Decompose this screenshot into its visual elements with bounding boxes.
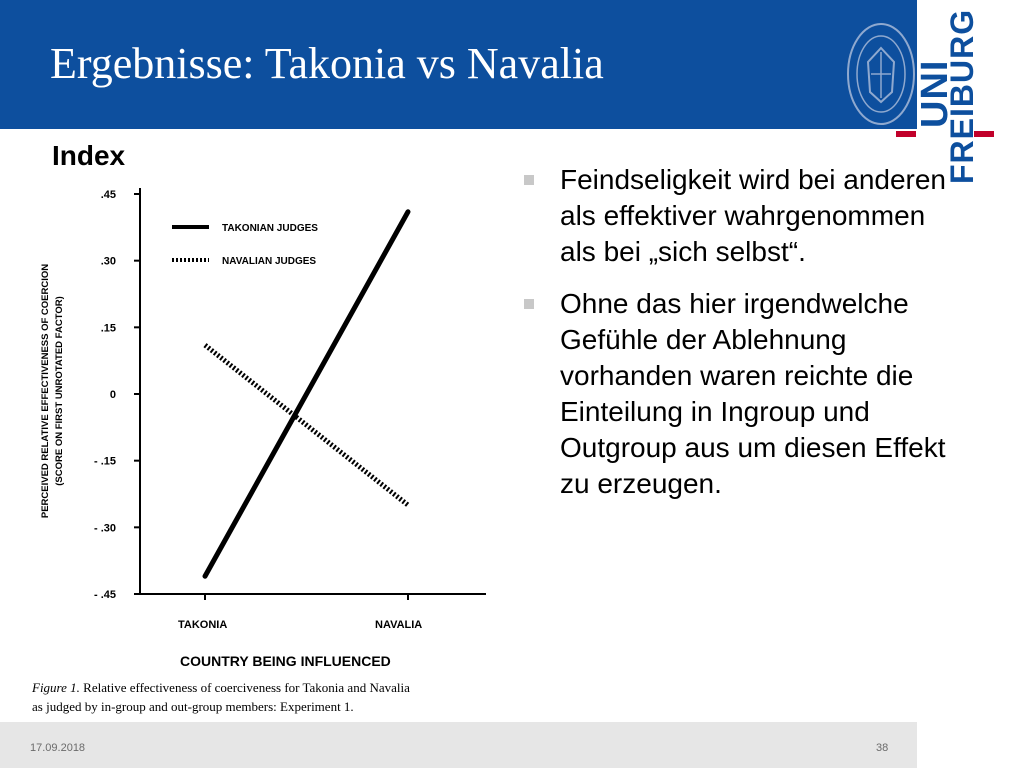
y-axis-title: PERCEIVED RELATIVE EFFECTIVENESS OF COERCION [40, 263, 51, 519]
y-tick-label: 0 [109, 389, 116, 401]
x-tick-label: TAKONIA [178, 619, 228, 631]
y-tick-label: - .15 [93, 455, 116, 468]
series-line-navalian [205, 345, 408, 505]
logo-uni-text: UNI [914, 59, 956, 128]
logo-freiburg-text: FREIBURG [944, 8, 980, 184]
slide-title: Ergebnisse: Takonia vs Navalia [50, 39, 604, 88]
legend-label: TAKONIAN JUDGES [222, 223, 318, 234]
figure-caption-line2: as judged by in-group and out-group members: Experiment 1. [32, 699, 354, 714]
bullet-item [522, 286, 952, 502]
y-tick-label: - .45 [93, 589, 116, 601]
x-tick-label: NAVALIA [375, 619, 423, 631]
index-label: Index [52, 140, 126, 171]
bullet-square-icon [524, 299, 534, 309]
line-chart [20, 176, 520, 732]
figure-caption-line1 [31, 680, 410, 695]
logo-accent-bar [896, 131, 916, 137]
y-tick-label: .45 [100, 189, 116, 201]
y-axis-subtitle: (SCORE ON FIRST UNROTATED FACTOR) [54, 296, 65, 486]
page-number: 38 [876, 742, 889, 754]
bullet-text: Feindseligkeit wird bei anderen als effektiver wahrgenommen als bei „sich selbst“. [560, 164, 946, 267]
bullet-square-icon [524, 175, 534, 185]
x-axis-title: COUNTRY BEING INFLUENCED [180, 653, 391, 669]
bullet-item [522, 162, 952, 270]
legend-label: NAVALIAN JUDGES [222, 256, 317, 267]
y-tick-label: .30 [100, 255, 116, 268]
bullet-list [522, 162, 952, 518]
figure-caption-text: Relative effectiveness of coerciveness for Takonia and Navalia [83, 680, 410, 695]
y-tick-label: .15 [100, 322, 116, 335]
y-tick-label: - .30 [93, 522, 116, 535]
footer-date: 17.09.2018 [30, 742, 86, 754]
university-seal-icon [846, 22, 916, 126]
footer-bar [0, 722, 917, 768]
bullet-text: Ohne das hier irgendwelche Gefühle der Ablehnung vorhanden waren reichte die Einteilung in Ingroup und Outgroup aus um diesen Effekt zu erzeugen. [560, 288, 946, 499]
figure-caption-prefix: Figure 1. [32, 680, 84, 695]
